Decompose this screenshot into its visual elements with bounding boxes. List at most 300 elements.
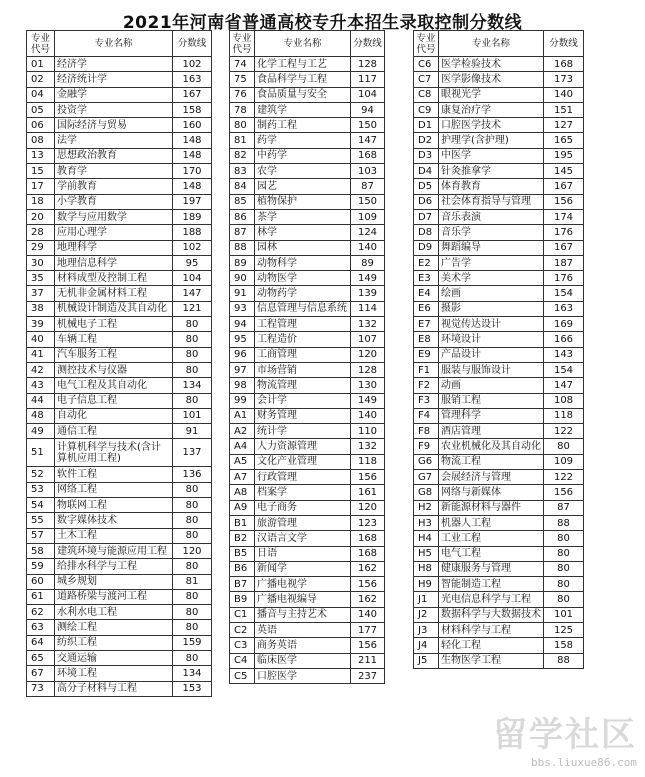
cell-score: 167 bbox=[544, 179, 584, 194]
cell-score: 143 bbox=[544, 347, 584, 362]
cell-name: 酒店管理 bbox=[439, 424, 544, 439]
table-row bbox=[230, 225, 385, 240]
table-row bbox=[414, 561, 584, 576]
cell-score: 188 bbox=[173, 225, 212, 240]
cell-name: 工业工程 bbox=[439, 531, 544, 546]
cell-name: 电子信息工程 bbox=[55, 393, 173, 408]
table-row bbox=[230, 194, 385, 209]
cell-name: 材料成型及控制工程 bbox=[55, 271, 173, 286]
cell-name: 自动化 bbox=[55, 408, 173, 423]
cell-score: 127 bbox=[544, 118, 584, 133]
cell-code: C1 bbox=[230, 607, 255, 622]
cell-code: B6 bbox=[230, 561, 255, 576]
cell-score: 80 bbox=[544, 577, 584, 592]
score-table-middle bbox=[229, 30, 385, 684]
cell-score: 154 bbox=[544, 286, 584, 301]
table-row bbox=[414, 317, 584, 332]
cell-code: 63 bbox=[27, 620, 55, 635]
cell-code: D8 bbox=[414, 225, 439, 240]
table-row bbox=[230, 332, 385, 347]
table-row bbox=[230, 164, 385, 179]
cell-score: 110 bbox=[351, 424, 385, 439]
cell-code: 51 bbox=[27, 439, 55, 467]
table-row bbox=[27, 102, 212, 117]
cell-score: 165 bbox=[544, 133, 584, 148]
cell-code: H8 bbox=[414, 561, 439, 576]
cell-name: 口腔医学 bbox=[255, 668, 351, 683]
table-row bbox=[414, 515, 584, 530]
cell-code: 30 bbox=[27, 255, 55, 270]
cell-name: 市场营销 bbox=[255, 362, 351, 377]
cell-name: 人力资源管理 bbox=[255, 439, 351, 454]
cell-code: 85 bbox=[230, 194, 255, 209]
table-row bbox=[230, 133, 385, 148]
watermark-url: bbs.liuxue86.com bbox=[531, 756, 637, 769]
cell-code: B7 bbox=[230, 577, 255, 592]
cell-name: 网络与新媒体 bbox=[439, 485, 544, 500]
table-row bbox=[230, 515, 385, 530]
cell-score: 103 bbox=[351, 164, 385, 179]
header-name: 专业名称 bbox=[439, 31, 544, 57]
table-row bbox=[414, 393, 584, 408]
cell-score: 80 bbox=[173, 362, 212, 377]
cell-name: 园艺 bbox=[255, 179, 351, 194]
cell-name: 中医学 bbox=[439, 148, 544, 163]
cell-name: 商务英语 bbox=[255, 638, 351, 653]
cell-code: F3 bbox=[414, 393, 439, 408]
cell-score: 122 bbox=[544, 470, 584, 485]
cell-name: 绘画 bbox=[439, 286, 544, 301]
cell-name: 动物科学 bbox=[255, 255, 351, 270]
cell-code: H9 bbox=[414, 577, 439, 592]
cell-name: 建筑环境与能源应用工程 bbox=[55, 543, 173, 558]
cell-code: 05 bbox=[27, 102, 55, 117]
cell-name: 日语 bbox=[255, 546, 351, 561]
cell-name: 茶学 bbox=[255, 209, 351, 224]
cell-score: 128 bbox=[351, 57, 385, 72]
table-row bbox=[414, 271, 584, 286]
table-row bbox=[230, 255, 385, 270]
cell-name: 网络工程 bbox=[55, 482, 173, 497]
cell-score: 117 bbox=[351, 72, 385, 87]
cell-code: D6 bbox=[414, 194, 439, 209]
cell-code: 42 bbox=[27, 362, 55, 377]
cell-score: 130 bbox=[351, 378, 385, 393]
cell-score: 80 bbox=[544, 439, 584, 454]
score-table-left bbox=[26, 30, 212, 697]
cell-score: 121 bbox=[173, 301, 212, 316]
table-row bbox=[27, 513, 212, 528]
cell-score: 87 bbox=[351, 179, 385, 194]
cell-name: 中药学 bbox=[255, 148, 351, 163]
cell-code: J3 bbox=[414, 622, 439, 637]
cell-score: 176 bbox=[544, 271, 584, 286]
cell-code: 44 bbox=[27, 393, 55, 408]
cell-name: 经济学 bbox=[55, 57, 173, 72]
cell-code: 04 bbox=[27, 87, 55, 102]
table-row bbox=[230, 378, 385, 393]
cell-score: 80 bbox=[173, 393, 212, 408]
cell-name: 社会体育指导与管理 bbox=[439, 194, 544, 209]
table-row bbox=[414, 148, 584, 163]
cell-name: 农业机械化及其自动化 bbox=[439, 439, 544, 454]
cell-score: 148 bbox=[173, 148, 212, 163]
cell-name: 音乐学 bbox=[439, 225, 544, 240]
cell-score: 158 bbox=[173, 102, 212, 117]
cell-score: 120 bbox=[351, 500, 385, 515]
cell-name: 统计学 bbox=[255, 424, 351, 439]
table-row bbox=[414, 653, 584, 668]
table-row bbox=[230, 72, 385, 87]
cell-score: 134 bbox=[173, 666, 212, 681]
cell-code: 55 bbox=[27, 513, 55, 528]
cell-score: 147 bbox=[351, 133, 385, 148]
cell-code: 29 bbox=[27, 240, 55, 255]
table-row bbox=[27, 666, 212, 681]
cell-code: D3 bbox=[414, 148, 439, 163]
cell-score: 156 bbox=[544, 194, 584, 209]
cell-score: 168 bbox=[544, 57, 584, 72]
table-row bbox=[27, 271, 212, 286]
table-row bbox=[414, 57, 584, 72]
cell-code: A1 bbox=[230, 408, 255, 423]
cell-code: C5 bbox=[230, 668, 255, 683]
cell-code: 57 bbox=[27, 528, 55, 543]
cell-name: 环境设计 bbox=[439, 332, 544, 347]
cell-name: 广告学 bbox=[439, 255, 544, 270]
cell-score: 189 bbox=[173, 209, 212, 224]
cell-score: 211 bbox=[351, 653, 385, 668]
table-row bbox=[230, 638, 385, 653]
cell-score: 120 bbox=[173, 543, 212, 558]
table-row bbox=[230, 592, 385, 607]
cell-code: 60 bbox=[27, 574, 55, 589]
cell-name: 制药工程 bbox=[255, 118, 351, 133]
table-row bbox=[414, 164, 584, 179]
cell-score: 80 bbox=[173, 605, 212, 620]
cell-code: C8 bbox=[414, 87, 439, 102]
cell-code: 13 bbox=[27, 148, 55, 163]
cell-code: E2 bbox=[414, 255, 439, 270]
cell-name: 林学 bbox=[255, 225, 351, 240]
cell-score: 80 bbox=[173, 317, 212, 332]
cell-name: 地理科学 bbox=[55, 240, 173, 255]
table-row bbox=[27, 424, 212, 439]
header-name: 专业名称 bbox=[255, 31, 351, 57]
table-row bbox=[414, 209, 584, 224]
cell-code: 78 bbox=[230, 102, 255, 117]
table-row bbox=[414, 301, 584, 316]
cell-name: 体育教育 bbox=[439, 179, 544, 194]
table-row bbox=[27, 681, 212, 696]
cell-name: 医学影像技术 bbox=[439, 72, 544, 87]
table-row bbox=[27, 347, 212, 362]
table-row bbox=[27, 72, 212, 87]
cell-name: 给排水科学与工程 bbox=[55, 559, 173, 574]
cell-code: 65 bbox=[27, 650, 55, 665]
table-row bbox=[414, 454, 584, 469]
cell-name: 康复治疗学 bbox=[439, 102, 544, 117]
cell-score: 149 bbox=[351, 393, 385, 408]
cell-name: 动物医学 bbox=[255, 271, 351, 286]
cell-name: 通信工程 bbox=[55, 424, 173, 439]
table-row bbox=[27, 301, 212, 316]
cell-code: D5 bbox=[414, 179, 439, 194]
cell-score: 154 bbox=[544, 362, 584, 377]
cell-score: 94 bbox=[351, 102, 385, 117]
table-row bbox=[230, 301, 385, 316]
table-row bbox=[27, 620, 212, 635]
table-row bbox=[27, 635, 212, 650]
cell-code: A7 bbox=[230, 470, 255, 485]
cell-code: A4 bbox=[230, 439, 255, 454]
cell-name: 舞蹈编导 bbox=[439, 240, 544, 255]
table-row bbox=[27, 194, 212, 209]
cell-score: 174 bbox=[544, 209, 584, 224]
table-row bbox=[414, 102, 584, 117]
cell-code: 74 bbox=[230, 57, 255, 72]
cell-name: 旅游管理 bbox=[255, 515, 351, 530]
cell-score: 169 bbox=[544, 317, 584, 332]
table-row bbox=[414, 225, 584, 240]
table-row bbox=[414, 577, 584, 592]
cell-score: 149 bbox=[351, 271, 385, 286]
cell-name: 口腔医学技术 bbox=[439, 118, 544, 133]
table-row bbox=[414, 500, 584, 515]
cell-name: 植物保护 bbox=[255, 194, 351, 209]
cell-score: 108 bbox=[544, 393, 584, 408]
cell-score: 161 bbox=[351, 485, 385, 500]
table-row bbox=[230, 668, 385, 683]
cell-score: 132 bbox=[351, 439, 385, 454]
cell-code: C2 bbox=[230, 622, 255, 637]
cell-score: 104 bbox=[351, 87, 385, 102]
cell-name: 摄影 bbox=[439, 301, 544, 316]
table-row bbox=[414, 118, 584, 133]
cell-code: G6 bbox=[414, 454, 439, 469]
cell-name: 食品科学与工程 bbox=[255, 72, 351, 87]
cell-score: 80 bbox=[173, 528, 212, 543]
cell-name: 测绘工程 bbox=[55, 620, 173, 635]
cell-code: 08 bbox=[27, 133, 55, 148]
cell-code: 48 bbox=[27, 408, 55, 423]
cell-code: C6 bbox=[414, 57, 439, 72]
cell-code: 28 bbox=[27, 225, 55, 240]
table-row bbox=[414, 439, 584, 454]
cell-name: 工程造价 bbox=[255, 332, 351, 347]
table-row bbox=[27, 240, 212, 255]
cell-code: 67 bbox=[27, 666, 55, 681]
table-row bbox=[414, 72, 584, 87]
cell-code: B2 bbox=[230, 531, 255, 546]
cell-code: 18 bbox=[27, 194, 55, 209]
table-row bbox=[230, 424, 385, 439]
cell-name: 智能制造工程 bbox=[439, 577, 544, 592]
cell-name: 广播电视学 bbox=[255, 577, 351, 592]
cell-code: 97 bbox=[230, 362, 255, 377]
cell-code: 59 bbox=[27, 559, 55, 574]
cell-code: E9 bbox=[414, 347, 439, 362]
table-row bbox=[230, 362, 385, 377]
table-row bbox=[414, 378, 584, 393]
cell-score: 137 bbox=[173, 439, 212, 467]
cell-name: 视觉传达设计 bbox=[439, 317, 544, 332]
cell-code: 43 bbox=[27, 378, 55, 393]
cell-name: 新闻学 bbox=[255, 561, 351, 576]
table-row bbox=[230, 118, 385, 133]
table-header-row bbox=[230, 31, 385, 57]
cell-code: C7 bbox=[414, 72, 439, 87]
table-row bbox=[230, 454, 385, 469]
cell-code: B1 bbox=[230, 515, 255, 530]
cell-score: 166 bbox=[544, 332, 584, 347]
cell-name: 文化产业管理 bbox=[255, 454, 351, 469]
cell-code: 89 bbox=[230, 255, 255, 270]
cell-name: 会计学 bbox=[255, 393, 351, 408]
cell-score: 187 bbox=[544, 255, 584, 270]
cell-name: 学前教育 bbox=[55, 179, 173, 194]
table-row bbox=[230, 393, 385, 408]
table-row bbox=[27, 225, 212, 240]
cell-name: 环境工程 bbox=[55, 666, 173, 681]
cell-code: B9 bbox=[230, 592, 255, 607]
cell-name: 经济统计学 bbox=[55, 72, 173, 87]
cell-score: 134 bbox=[173, 378, 212, 393]
table-row bbox=[230, 500, 385, 515]
cell-code: A8 bbox=[230, 485, 255, 500]
cell-name: 机械电子工程 bbox=[55, 317, 173, 332]
cell-code: 75 bbox=[230, 72, 255, 87]
table-row bbox=[27, 332, 212, 347]
cell-score: 122 bbox=[544, 424, 584, 439]
table-row bbox=[414, 255, 584, 270]
cell-score: 151 bbox=[544, 102, 584, 117]
cell-score: 145 bbox=[544, 164, 584, 179]
cell-code: 84 bbox=[230, 179, 255, 194]
table-row bbox=[27, 559, 212, 574]
cell-code: B5 bbox=[230, 546, 255, 561]
table-row bbox=[27, 498, 212, 513]
cell-code: F8 bbox=[414, 424, 439, 439]
cell-name: 新能源材料与器件 bbox=[439, 500, 544, 515]
cell-name: 护理学(含护理) bbox=[439, 133, 544, 148]
cell-code: 17 bbox=[27, 179, 55, 194]
cell-score: 91 bbox=[173, 424, 212, 439]
cell-name: 投资学 bbox=[55, 102, 173, 117]
cell-code: 76 bbox=[230, 87, 255, 102]
cell-code: 86 bbox=[230, 209, 255, 224]
table-row bbox=[230, 317, 385, 332]
cell-score: 153 bbox=[173, 681, 212, 696]
table-row bbox=[27, 286, 212, 301]
cell-score: 158 bbox=[544, 638, 584, 653]
table-row bbox=[414, 347, 584, 362]
cell-code: 64 bbox=[27, 635, 55, 650]
cell-code: 39 bbox=[27, 317, 55, 332]
header-name: 专业名称 bbox=[55, 31, 173, 57]
cell-name: 生物医学工程 bbox=[439, 653, 544, 668]
cell-name: 软件工程 bbox=[55, 467, 173, 482]
cell-name: 无机非金属材料工程 bbox=[55, 286, 173, 301]
table-row bbox=[27, 378, 212, 393]
table-row bbox=[230, 485, 385, 500]
cell-score: 95 bbox=[173, 255, 212, 270]
cell-score: 148 bbox=[173, 133, 212, 148]
cell-name: 信息管理与信息系统 bbox=[255, 301, 351, 316]
cell-score: 80 bbox=[544, 561, 584, 576]
cell-name: 眼视光学 bbox=[439, 87, 544, 102]
cell-name: 会展经济与管理 bbox=[439, 470, 544, 485]
table-row bbox=[414, 240, 584, 255]
cell-code: 53 bbox=[27, 482, 55, 497]
table-row bbox=[27, 164, 212, 179]
cell-name: 美术学 bbox=[439, 271, 544, 286]
cell-score: 197 bbox=[173, 194, 212, 209]
cell-code: 37 bbox=[27, 286, 55, 301]
cell-score: 107 bbox=[351, 332, 385, 347]
cell-name: 工商管理 bbox=[255, 347, 351, 362]
cell-score: 80 bbox=[173, 559, 212, 574]
cell-name: 机械设计制造及其自动化 bbox=[55, 301, 173, 316]
cell-score: 159 bbox=[173, 635, 212, 650]
cell-name: 动画 bbox=[439, 378, 544, 393]
cell-name: 园林 bbox=[255, 240, 351, 255]
cell-score: 118 bbox=[351, 454, 385, 469]
cell-score: 168 bbox=[351, 531, 385, 546]
cell-score: 102 bbox=[173, 57, 212, 72]
table-row bbox=[27, 317, 212, 332]
cell-name: 物联网工程 bbox=[55, 498, 173, 513]
table-row bbox=[414, 546, 584, 561]
cell-name: 物流工程 bbox=[439, 454, 544, 469]
cell-name: 计算机科学与技术(含计算机应用工程) bbox=[55, 439, 173, 467]
table-row bbox=[27, 605, 212, 620]
cell-code: 73 bbox=[27, 681, 55, 696]
cell-code: D9 bbox=[414, 240, 439, 255]
cell-code: 82 bbox=[230, 148, 255, 163]
cell-score: 114 bbox=[351, 301, 385, 316]
cell-name: 针灸推拿学 bbox=[439, 164, 544, 179]
cell-score: 173 bbox=[544, 72, 584, 87]
cell-code: E6 bbox=[414, 301, 439, 316]
cell-code: D4 bbox=[414, 164, 439, 179]
table-row bbox=[27, 439, 212, 467]
cell-code: E3 bbox=[414, 271, 439, 286]
table-row bbox=[230, 102, 385, 117]
table-row bbox=[27, 393, 212, 408]
cell-name: 行政管理 bbox=[255, 470, 351, 485]
table-header-row bbox=[27, 31, 212, 57]
table-row bbox=[414, 408, 584, 423]
page-title: 2021年河南省普通高校专升本招生录取控制分数线 bbox=[122, 13, 523, 33]
cell-score: 150 bbox=[351, 194, 385, 209]
cell-code: H3 bbox=[414, 515, 439, 530]
cell-code: D2 bbox=[414, 133, 439, 148]
cell-score: 160 bbox=[173, 118, 212, 133]
table-row bbox=[414, 424, 584, 439]
cell-name: 车辆工程 bbox=[55, 332, 173, 347]
cell-score: 168 bbox=[351, 546, 385, 561]
cell-score: 80 bbox=[173, 513, 212, 528]
cell-score: 124 bbox=[351, 225, 385, 240]
cell-name: 财务管理 bbox=[255, 408, 351, 423]
cell-score: 132 bbox=[351, 317, 385, 332]
cell-code: 99 bbox=[230, 393, 255, 408]
cell-score: 167 bbox=[544, 240, 584, 255]
cell-score: 162 bbox=[351, 592, 385, 607]
table-row bbox=[27, 543, 212, 558]
table-row bbox=[414, 179, 584, 194]
